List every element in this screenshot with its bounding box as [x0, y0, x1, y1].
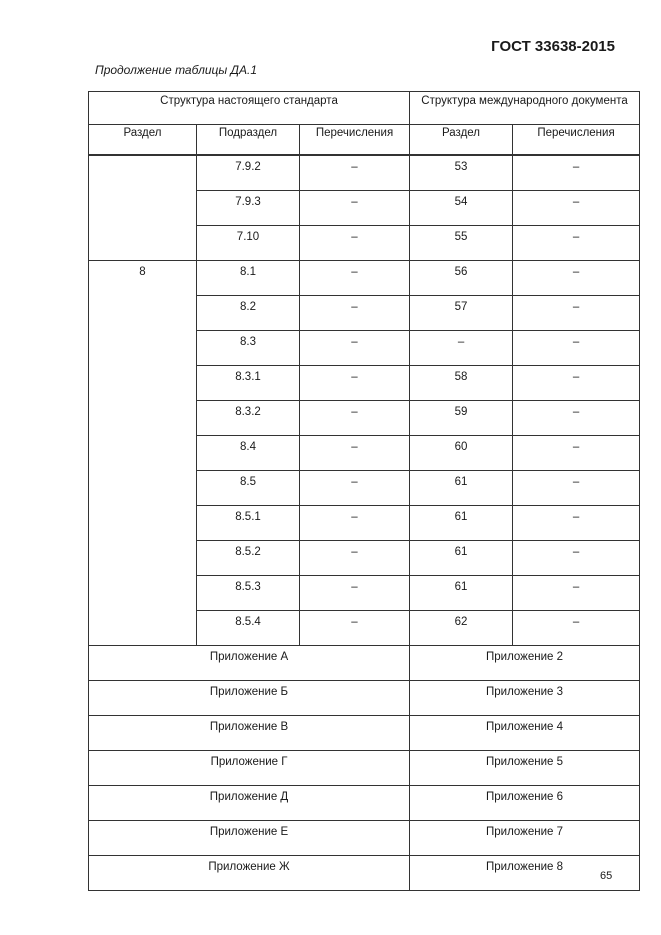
subsection-cell: 8.5.1 — [197, 506, 300, 541]
enumeration-cell: – — [300, 261, 410, 296]
intl-section-cell: 61 — [410, 576, 513, 611]
subsection-cell: 8.4 — [197, 436, 300, 471]
column-header: Подраздел — [197, 125, 300, 156]
intl-section-cell: 55 — [410, 226, 513, 261]
subsection-cell: 8.3 — [197, 331, 300, 366]
intl-enumeration-cell: – — [513, 331, 640, 366]
appendix-standard-cell: Приложение В — [89, 716, 410, 751]
intl-section-cell: 62 — [410, 611, 513, 646]
subsection-cell: 8.5 — [197, 471, 300, 506]
intl-enumeration-cell: – — [513, 155, 640, 191]
intl-enumeration-cell: – — [513, 191, 640, 226]
table-row — [89, 155, 640, 191]
intl-section-cell: 61 — [410, 506, 513, 541]
intl-enumeration-cell: – — [513, 576, 640, 611]
intl-enumeration-cell: – — [513, 541, 640, 576]
subsection-cell: 8.5.4 — [197, 611, 300, 646]
intl-enumeration-cell: – — [513, 471, 640, 506]
appendix-row — [89, 786, 640, 821]
intl-section-cell: 60 — [410, 436, 513, 471]
subsection-cell: 7.9.2 — [197, 155, 300, 191]
intl-enumeration-cell: – — [513, 366, 640, 401]
enumeration-cell: – — [300, 366, 410, 401]
appendix-international-cell: Приложение 7 — [410, 821, 640, 856]
appendix-row — [89, 751, 640, 786]
subsection-cell: 8.1 — [197, 261, 300, 296]
intl-enumeration-cell: – — [513, 611, 640, 646]
table-row — [89, 261, 640, 296]
appendix-international-cell: Приложение 5 — [410, 751, 640, 786]
appendix-international-cell: Приложение 4 — [410, 716, 640, 751]
subsection-cell: 7.9.3 — [197, 191, 300, 226]
intl-enumeration-cell: – — [513, 506, 640, 541]
page-number: 65 — [600, 870, 613, 882]
table-group-header-row — [89, 92, 640, 125]
enumeration-cell: – — [300, 611, 410, 646]
intl-enumeration-cell: – — [513, 401, 640, 436]
enumeration-cell: – — [300, 331, 410, 366]
appendix-standard-cell: Приложение Д — [89, 786, 410, 821]
column-header: Перечисления — [300, 125, 410, 156]
intl-section-cell: 61 — [410, 471, 513, 506]
enumeration-cell: – — [300, 436, 410, 471]
enumeration-cell: – — [300, 541, 410, 576]
appendix-international-cell: Приложение 2 — [410, 646, 640, 681]
subsection-cell: 8.3.1 — [197, 366, 300, 401]
enumeration-cell: – — [300, 471, 410, 506]
group-header-international: Структура международного документа — [410, 92, 640, 125]
appendix-standard-cell: Приложение Ж — [89, 856, 410, 891]
table-caption: Продолжение таблицы ДА.1 — [95, 63, 258, 77]
group-header-standard: Структура настоящего стандарта — [89, 92, 410, 125]
appendix-international-cell: Приложение 6 — [410, 786, 640, 821]
intl-section-cell: – — [410, 331, 513, 366]
intl-enumeration-cell: – — [513, 296, 640, 331]
column-header: Раздел — [410, 125, 513, 156]
section-cell — [89, 155, 197, 261]
enumeration-cell: – — [300, 226, 410, 261]
intl-section-cell: 53 — [410, 155, 513, 191]
appendix-row — [89, 646, 640, 681]
intl-section-cell: 59 — [410, 401, 513, 436]
intl-section-cell: 61 — [410, 541, 513, 576]
appendix-row — [89, 716, 640, 751]
intl-section-cell: 57 — [410, 296, 513, 331]
enumeration-cell: – — [300, 296, 410, 331]
appendix-row — [89, 681, 640, 716]
subsection-cell: 8.5.3 — [197, 576, 300, 611]
column-header: Раздел — [89, 125, 197, 156]
intl-section-cell: 54 — [410, 191, 513, 226]
appendix-standard-cell: Приложение Е — [89, 821, 410, 856]
correspondence-table — [88, 91, 640, 891]
appendix-standard-cell: Приложение Г — [89, 751, 410, 786]
appendix-row — [89, 856, 640, 891]
enumeration-cell: – — [300, 576, 410, 611]
subsection-cell: 7.10 — [197, 226, 300, 261]
subsection-cell: 8.5.2 — [197, 541, 300, 576]
appendix-row — [89, 821, 640, 856]
document-code: ГОСТ 33638-2015 — [491, 38, 615, 55]
enumeration-cell: – — [300, 155, 410, 191]
appendix-international-cell: Приложение 3 — [410, 681, 640, 716]
column-header: Перечисления — [513, 125, 640, 156]
intl-enumeration-cell: – — [513, 436, 640, 471]
section-cell: 8 — [89, 261, 197, 646]
intl-section-cell: 56 — [410, 261, 513, 296]
appendix-international-cell: Приложение 8 — [410, 856, 640, 891]
intl-enumeration-cell: – — [513, 261, 640, 296]
intl-section-cell: 58 — [410, 366, 513, 401]
subsection-cell: 8.2 — [197, 296, 300, 331]
enumeration-cell: – — [300, 401, 410, 436]
table-column-header-row — [89, 125, 640, 156]
enumeration-cell: – — [300, 506, 410, 541]
appendix-standard-cell: Приложение А — [89, 646, 410, 681]
subsection-cell: 8.3.2 — [197, 401, 300, 436]
enumeration-cell: – — [300, 191, 410, 226]
intl-enumeration-cell: – — [513, 226, 640, 261]
appendix-standard-cell: Приложение Б — [89, 681, 410, 716]
